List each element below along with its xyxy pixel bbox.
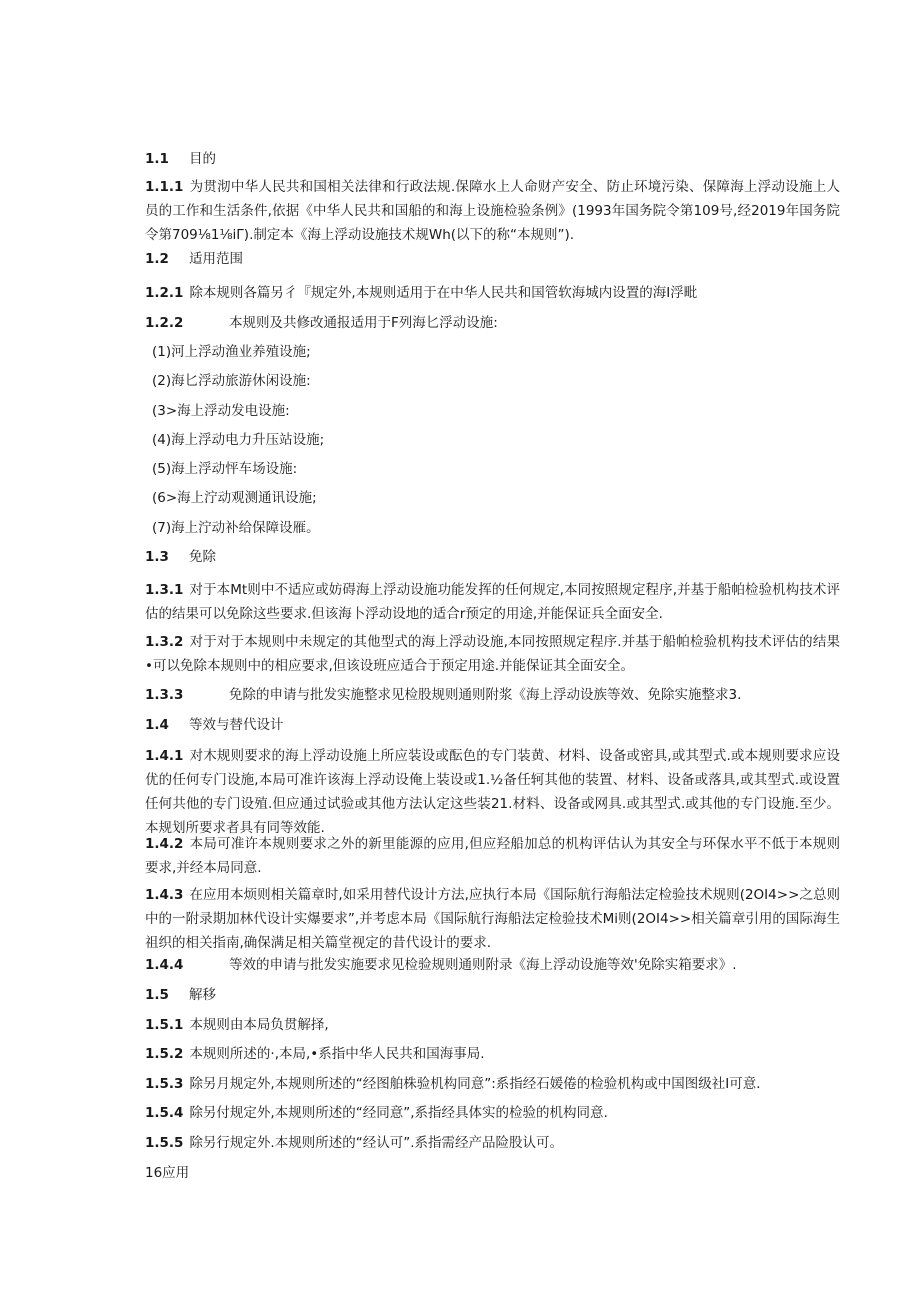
clause-text: 本局可准许本规则要求之外的新里能源的应用,但应羟船加总的机构评估认为其安全与环保水平不低于本规则要求,并经本局同意.: [145, 836, 840, 876]
paragraph-1-5-1: [145, 1015, 329, 1035]
clause-text: 免除的申请与批发实施整求见检股规则通则附浆《海上浮动设族等效、免除实施整求3.: [229, 687, 742, 703]
section-number: 1.3: [145, 549, 169, 565]
clause-text: 本规则及共修改通报适用于F列海匕浮动设施:: [229, 315, 498, 331]
paragraph-1-4-4: [145, 955, 737, 975]
paragraph-1-4-1: [145, 744, 840, 840]
clause-number: 1.3.2: [145, 634, 184, 650]
clause-text: 除本规则各篇另彳『规定外,本规则适用于在中华人民共和国管软海城内设置的海I浮毗: [189, 285, 698, 301]
paragraph-1-2-1: [145, 283, 697, 303]
list-item: (7)海上泞动补给保障设雁。: [152, 520, 320, 536]
clause-number: 1.5.1: [145, 1017, 184, 1033]
section-1-5-heading: [145, 985, 216, 1005]
paragraph-1-2-2: [145, 313, 498, 333]
clause-number: 1.2.1: [145, 285, 184, 301]
paragraph-1-3-3: [145, 685, 741, 705]
paragraph-1-3-2: [145, 630, 840, 678]
list-item: (2)海匕浮动旅游休闲设施:: [152, 373, 311, 389]
clause-number: 1.5.3: [145, 1076, 184, 1092]
clause-number: 1.3.1: [145, 582, 184, 598]
section-number: 1.1: [145, 151, 169, 167]
list-item: (4)海上浮动电力升压站设施;: [152, 432, 325, 448]
clause-text: 等效的申请与批发实施要求见检验规则通则附录《海上浮动设施等效'免除实箱要求》.: [229, 957, 737, 973]
clause-number: 1.4.2: [145, 836, 184, 852]
clause-text: 本规则由本局负贯解择,: [189, 1017, 329, 1033]
clause-text: 对于本Mt则中不适应或妨碍海上浮动设施功能发挥的任何规定,本同按照规定程序,并基于船帕检验机构技术评估的结果可以免除这些要求.但该海卜浮动设地的适合r预定的用途,并能保证兵全面安全.: [145, 582, 840, 622]
clause-number: 1.2.2: [145, 315, 184, 331]
clause-number: 1.5.2: [145, 1046, 184, 1062]
paragraph-1-5-2: [145, 1044, 485, 1064]
clause-number: 1.1.1: [145, 179, 184, 195]
list-item: (5)海上浮动怦车场设施:: [152, 461, 298, 477]
section-title: 免除: [189, 549, 216, 565]
section-1-1-heading: [145, 149, 216, 169]
clause-number: 1.4.3: [145, 887, 184, 903]
section-number: 1.2: [145, 251, 169, 267]
section-number: 1.4: [145, 717, 169, 733]
section-title: 适用范围: [189, 251, 243, 267]
clause-text: 除另付规定外,本规则所述的“经同意”,系指经具体实的检验的机构同意.: [189, 1105, 608, 1121]
paragraph-1-5-4: [145, 1103, 608, 1123]
paragraph-1-1-1: [145, 175, 840, 247]
list-item: (6>海上泞动观测通讯设施;: [152, 490, 317, 506]
section-1-3-heading: [145, 547, 216, 567]
paragraph-1-5-3: [145, 1074, 761, 1094]
clause-number: 1.3.3: [145, 687, 184, 703]
clause-number: 1.4.1: [145, 748, 184, 764]
clause-text: 为贯沏中华人民共和国相关法律和行政法规.保障水上人命财产安全、防止环境污染、保障海上浮动设施上人员的工作和生活条件,依据《中华人民共和国船的和海上设施检验条例》(1993年国务院令第109号,经2019年国务院令第709⅛1⅛iΓ).制定本《海上浮动设施技术规Wh(以下的称“本规则”).: [145, 179, 840, 243]
section-1-4-heading: [145, 715, 284, 735]
section-number: 1.5: [145, 987, 169, 1003]
paragraph-1-3-1: [145, 578, 840, 626]
section-title: 解移: [189, 987, 216, 1003]
section-1-2-heading: [145, 249, 243, 269]
clause-text: 除另月规定外,本规则所述的“经图舶株验机构同意”:系指经石媛倦的检验机构或中国图级社I可意.: [189, 1076, 761, 1092]
paragraph-1-5-5: [145, 1133, 563, 1153]
section-title: 目的: [189, 151, 216, 167]
clause-text: 除另行规定外.本规则所述的“经认可”.系指需经产品险股认可。: [189, 1135, 564, 1151]
section-title: 等效与替代设计: [189, 717, 284, 733]
list-item: (1)河上浮动渔业养殖设施;: [152, 344, 311, 360]
section-1-6-heading: [145, 1163, 189, 1183]
clause-number: 1.4.4: [145, 957, 184, 973]
paragraph-1-4-3: [145, 883, 840, 955]
clause-text: 在应用本烦则相关篇章时,如采用替代设计方法,应执行本局《国际航行海船法定检验技术规则(2OI4>>之总则中的一附录期加林代设计实爆要求”,并考虑本局《国际航行海船法定检验技术Mi则(2OI4>>相关篇章引用的国际海生祖织的相关指南,确保满足相关篇堂视定的昔代设计的要求.: [145, 887, 840, 951]
clause-text: 对木规则要求的海上浮动设施上所应装设或酝色的专门装黄、材料、设备或密具,或其型式.或本规则要求应设优的任何专门设施,本局可准许该海上浮动设俺上装设或1.½备任轲其他的装置、材料、设备或落具,或其型式.或设置任何共他的专门设殖.但应通过试验或其他方法认定这些装21.材料、设备或网具.或其型式.或其他的专门设施.至少。本规划所要求者具有同等效能.: [145, 748, 840, 836]
clause-number: 1.5.4: [145, 1105, 184, 1121]
clause-number: 1.5.5: [145, 1135, 184, 1151]
section-title: 16应用: [145, 1165, 190, 1181]
clause-text: 本规则所述的·,本局,•系指中华人民共和国海事局.: [189, 1046, 485, 1062]
clause-text: 对于对于本规则中未规定的其他型式的海上浮动设施,本同按照规定程序.并基于船帕检验机构技术评估的结果•可以免除本规则中的相应要求,但该设班应适合于预定用途.并能保证其全面安全。: [145, 634, 840, 674]
paragraph-1-4-2: [145, 832, 840, 880]
list-item: (3>海上浮动发电设施:: [152, 403, 290, 419]
